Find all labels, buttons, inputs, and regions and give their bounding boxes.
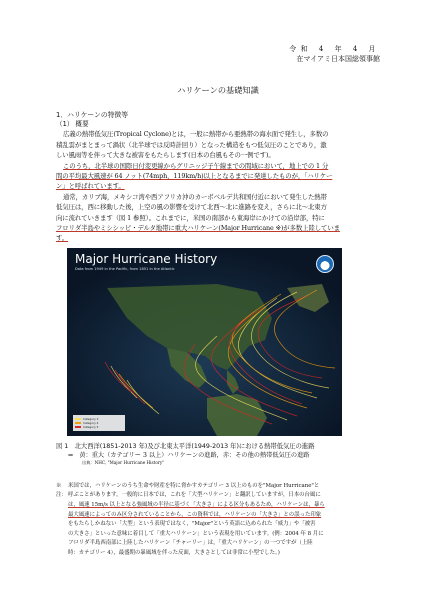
legend-entry <box>75 425 123 429</box>
paragraph-2 <box>56 161 380 192</box>
figure-caption: 図 1 北大西洋(1851-2013 年)及び北東太平洋(1949-2013 年)における熱帯低気圧の進路 <box>56 442 315 450</box>
paragraph-line: このうち，北半球の国際日付変更線からグリニッジ子午線までの間域において，地上での 1 分 <box>63 161 329 170</box>
figure-title: Major Hurricane History <box>75 251 218 266</box>
document-date: 令和 4 年 4 月 <box>289 45 380 53</box>
paragraph-line: す。 <box>56 234 69 243</box>
figure-caption-legend: ⇒ 黄：重大（カテゴリー 3 以上）ハリケーンの進路，赤：その他の熱帯低気圧の進路 <box>68 451 310 459</box>
paragraph-line: 間の平均最大風速が 64 ノット(74mph，119km/h)以上となるまでに発達したものが，「ハリケー <box>56 172 333 181</box>
footnote-line: 時：カテゴリー 4），最盛期の暴風域を伴った反面，大きさとしては非常に小型でした。) <box>68 550 280 557</box>
paragraph-line: 向に流れていきます（図 1 参照）。これまでに，米国の南部から東海岸にかけての沿岸部，特に <box>56 213 325 222</box>
section-heading: 1．ハリケーンの特徴等 <box>56 111 129 120</box>
subsection-heading: （1） 概要 <box>56 120 89 129</box>
paragraph-line: 通常，カリブ海，メキシコ湾や西アフリカ沖のカーボベルデ共和国付近において発生した熱帯 <box>63 192 327 201</box>
paragraph-line: 低気圧は，西に移動した後，上空の風の影響を受けて北西〜北に進路を変え，さらに北〜北東方 <box>56 203 327 212</box>
document-title: ハリケーンの基礎知識 <box>177 85 259 95</box>
legend-swatch <box>75 422 81 424</box>
footnote-line: をもたらしかねない「大型」という表現ではなく，"Major"という英語に込められた「威力」や「被害 <box>68 521 316 528</box>
footnote-line: フロリダ半島西南部に上陸したハリケーン「チャーリー」は，「重大ハリケーン」の一つですが（上陸 <box>68 540 313 547</box>
legend-swatch <box>75 426 81 428</box>
figure-source: 出典：NHC, "Major Hurricane History" <box>82 459 165 465</box>
legend-label: Category 4 <box>83 420 99 425</box>
paragraph-line: 積乱雲がまとまって渦状（北半球では反時計回り）となった構造をもつ低気圧のことであり，激 <box>56 140 327 149</box>
figure-legend <box>73 415 125 431</box>
footnote-line: は，風速 15m/s 以上となる強風域の半径に基づく「大きさ」による区分もあるため，ハリケーンは，暴ら <box>68 502 325 509</box>
footnote-mark: ※注： <box>56 482 67 499</box>
hurricane-track-map <box>67 248 342 436</box>
paragraph-1 <box>56 129 380 160</box>
footnote-line: の大きさ」といった意味に着目して「重大ハリケーン」という表現を用いています。(例：2004 年 8 月に <box>68 530 324 537</box>
footnote-body <box>68 482 380 559</box>
paragraph-line: ン」と呼ばれています。 <box>56 182 125 191</box>
footnote <box>56 482 380 559</box>
paragraph-line: フロリダ半島やミシシッピ・デルタ地帯に重大ハリケーン(Major Hurricane ※)が多数上陸していま <box>56 224 340 233</box>
footnote-line: 呼ぶことがあります。一般的に日本では，これを「大型ハリケーン」と翻訳していますが，日本の台風に <box>68 492 321 499</box>
header-block <box>56 44 380 64</box>
footnote-line: 米国では，ハリケーンのうち生命や財産を特に脅かすカテゴリー 3 以上のものを"Major Hurricane"と <box>68 482 320 489</box>
footnote-line: 最大風速によってのみ区分されていることから，この資料では，ハリケーンの「大きさ」との誤った印象 <box>68 511 322 518</box>
noaa-logo-icon <box>316 255 334 273</box>
figure-subtitle: Data from 1949 in the Pacific, from 1851 in the Atlantic <box>75 266 175 271</box>
paragraph-3 <box>56 192 380 244</box>
legend-label: Category 3 <box>83 416 99 421</box>
hurricane-map-figure <box>67 248 342 436</box>
paragraph-line: 広義の熱帯低気圧(Tropical Cyclone)とは，一般に熱帯から亜熱帯の海水面で発生し，多数の <box>63 130 329 139</box>
legend-label: Category 5 <box>83 424 99 429</box>
issuing-office: 在マイアミ日本国総領事館 <box>296 55 380 63</box>
legend-swatch <box>75 418 81 420</box>
paragraph-line: しい風雨等を伴って大きな被害をもたらします(日本の台風もその一例です)。 <box>56 151 275 160</box>
